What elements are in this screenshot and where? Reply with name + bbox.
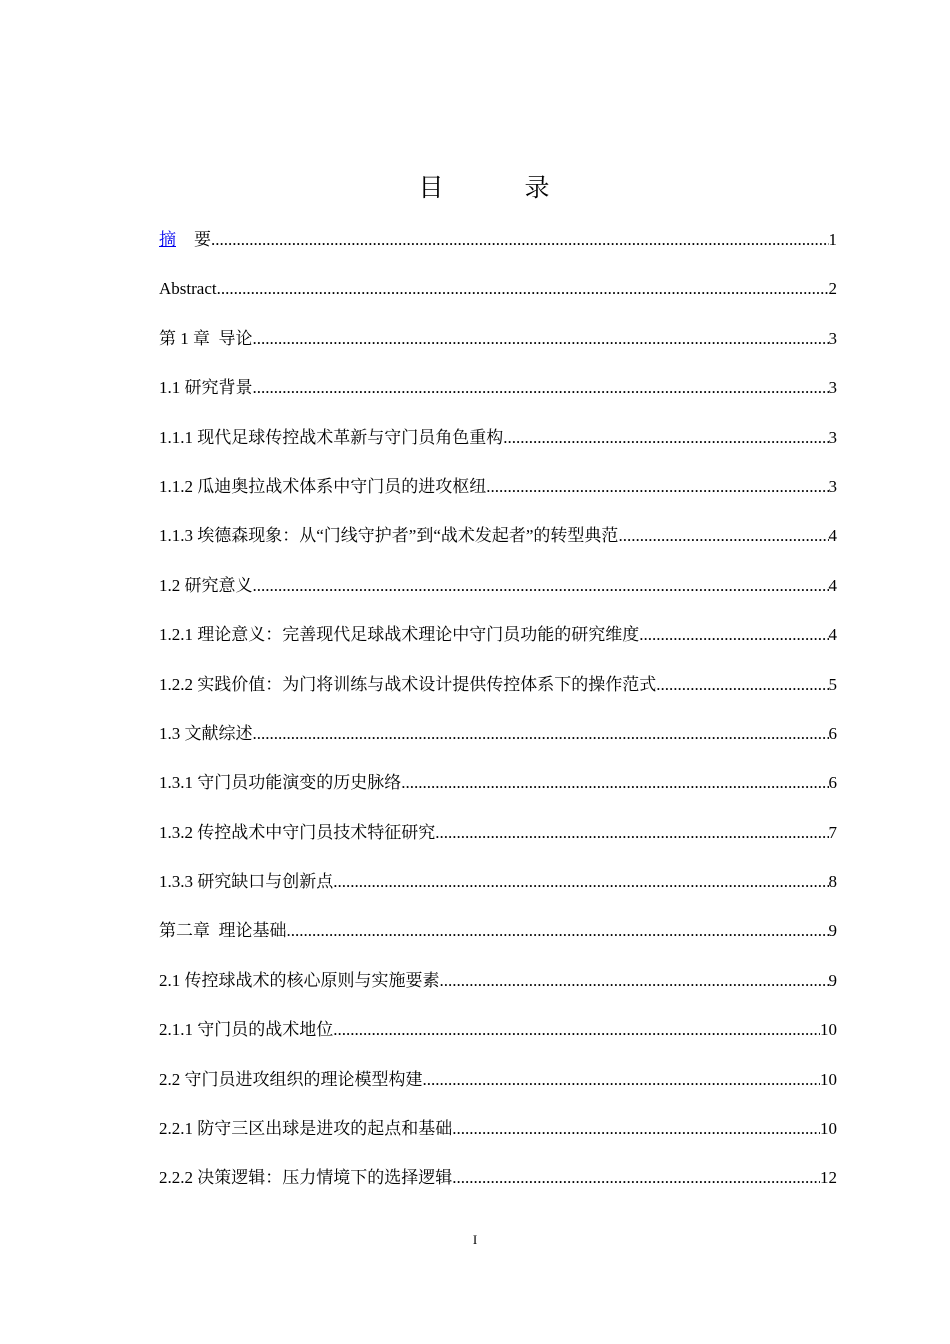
toc-leader-dots [452, 1115, 820, 1143]
toc-leader-dots [287, 917, 829, 945]
toc-entry[interactable] [159, 868, 837, 917]
toc-entry-page: 4 [828, 526, 837, 546]
toc-entry-page: 4 [828, 575, 837, 595]
toc-entry-page: 10 [820, 1020, 837, 1040]
toc-entry[interactable] [159, 621, 837, 670]
toc-entry-label: 1.3.3 研究缺口与创新点 [159, 872, 334, 892]
toc-entry-label: 1.1.1 现代足球传控战术革新与守门员角色重构 [159, 427, 504, 447]
toc-leader-dots [333, 868, 828, 896]
toc-entry[interactable] [159, 1066, 837, 1115]
toc-entry[interactable] [159, 473, 837, 522]
toc-leader-dots [333, 1016, 820, 1044]
toc-entry-label: 2.2 守门员进攻组织的理论模型构建 [159, 1069, 423, 1089]
toc-entry[interactable] [159, 819, 837, 868]
toc-entry-label: 1.1.2 瓜迪奥拉战术体系中守门员的进攻枢纽 [159, 476, 487, 496]
toc-entry[interactable] [159, 967, 837, 1016]
toc-entry-label: 第二章 理论基础 [159, 921, 287, 941]
toc-entry-label: 1.1 研究背景 [159, 378, 253, 398]
toc-leader-dots [401, 769, 828, 797]
toc-entry-label: 第 1 章 导论 [159, 328, 253, 348]
toc-entry-link[interactable]: 摘 [159, 230, 176, 249]
toc-entry-page: 3 [828, 328, 837, 348]
toc-entry-label: 1.3.1 守门员功能演变的历史脉络 [159, 773, 402, 793]
toc-entry[interactable] [159, 572, 837, 621]
toc-entry-page: 2 [828, 279, 837, 299]
toc-title: 目 录 [418, 173, 578, 202]
toc-entry[interactable] [159, 275, 837, 324]
toc-leader-dots [435, 819, 828, 847]
toc-entry-page: 8 [828, 872, 837, 892]
toc-leader-dots [253, 572, 829, 600]
toc-leader-dots [639, 621, 828, 649]
toc-leader-dots [253, 325, 829, 353]
table-of-contents [159, 226, 837, 1214]
toc-entry-label: 1.1.3 埃德森现象：从“门线守护者”到“战术发起者”的转型典范 [159, 526, 619, 546]
toc-leader-dots [217, 275, 829, 303]
toc-entry-label: 2.1 传控球战术的核心原则与实施要素 [159, 970, 440, 990]
toc-entry-page: 3 [828, 427, 837, 447]
toc-entry-label: 1.3 文献综述 [159, 723, 253, 743]
toc-entry-label: 1.3.2 传控战术中守门员技术特征研究 [159, 822, 436, 842]
toc-leader-dots [253, 374, 829, 402]
toc-leader-dots [618, 522, 828, 550]
toc-leader-dots [503, 424, 828, 452]
toc-entry[interactable] [159, 325, 837, 374]
toc-entry-abstract-cn[interactable] [159, 226, 837, 275]
toc-entry-page: 6 [828, 723, 837, 743]
toc-entry[interactable] [159, 671, 837, 720]
toc-entry-label: 1.2 研究意义 [159, 575, 253, 595]
toc-entry-label: Abstract [159, 279, 217, 299]
toc-leader-dots [253, 720, 829, 748]
toc-entry-page: 5 [828, 674, 837, 694]
toc-leader-dots [211, 226, 829, 254]
toc-entry-page: 9 [828, 970, 837, 990]
toc-entry-page: 3 [828, 476, 837, 496]
toc-leader-dots [656, 671, 828, 699]
page-number: I [472, 1232, 478, 1247]
toc-entry-label: 1.2.1 理论意义：完善现代足球战术理论中守门员功能的研究维度 [159, 625, 640, 645]
toc-entry[interactable] [159, 720, 837, 769]
toc-entry[interactable] [159, 374, 837, 423]
toc-entry[interactable] [159, 1164, 837, 1213]
toc-entry[interactable] [159, 424, 837, 473]
toc-entry-label: 摘 要 [159, 230, 211, 249]
toc-leader-dots [423, 1066, 821, 1094]
toc-entry-page: 12 [820, 1168, 837, 1188]
toc-entry-page: 4 [828, 625, 837, 645]
toc-entry-page: 9 [828, 921, 837, 941]
toc-leader-dots [486, 473, 828, 501]
toc-entry[interactable] [159, 522, 837, 571]
toc-entry-label: 2.2.1 防守三区出球是进攻的起点和基础 [159, 1119, 453, 1139]
toc-entry-page: 10 [820, 1069, 837, 1089]
toc-entry-page: 10 [820, 1119, 837, 1139]
toc-entry[interactable] [159, 769, 837, 818]
toc-entry-page: 3 [828, 378, 837, 398]
toc-leader-dots [452, 1164, 820, 1192]
toc-entry[interactable] [159, 1016, 837, 1065]
toc-entry[interactable] [159, 1115, 837, 1164]
toc-entry-label: 2.2.2 决策逻辑：压力情境下的选择逻辑 [159, 1168, 453, 1188]
toc-entry-label: 1.2.2 实践价值：为门将训练与战术设计提供传控体系下的操作范式 [159, 674, 657, 694]
toc-entry-page: 1 [828, 230, 837, 249]
toc-entry-label: 2.1.1 守门员的战术地位 [159, 1020, 334, 1040]
toc-entry-page: 6 [828, 773, 837, 793]
toc-entry-page: 7 [828, 822, 837, 842]
toc-leader-dots [440, 967, 829, 995]
toc-entry[interactable] [159, 917, 837, 966]
